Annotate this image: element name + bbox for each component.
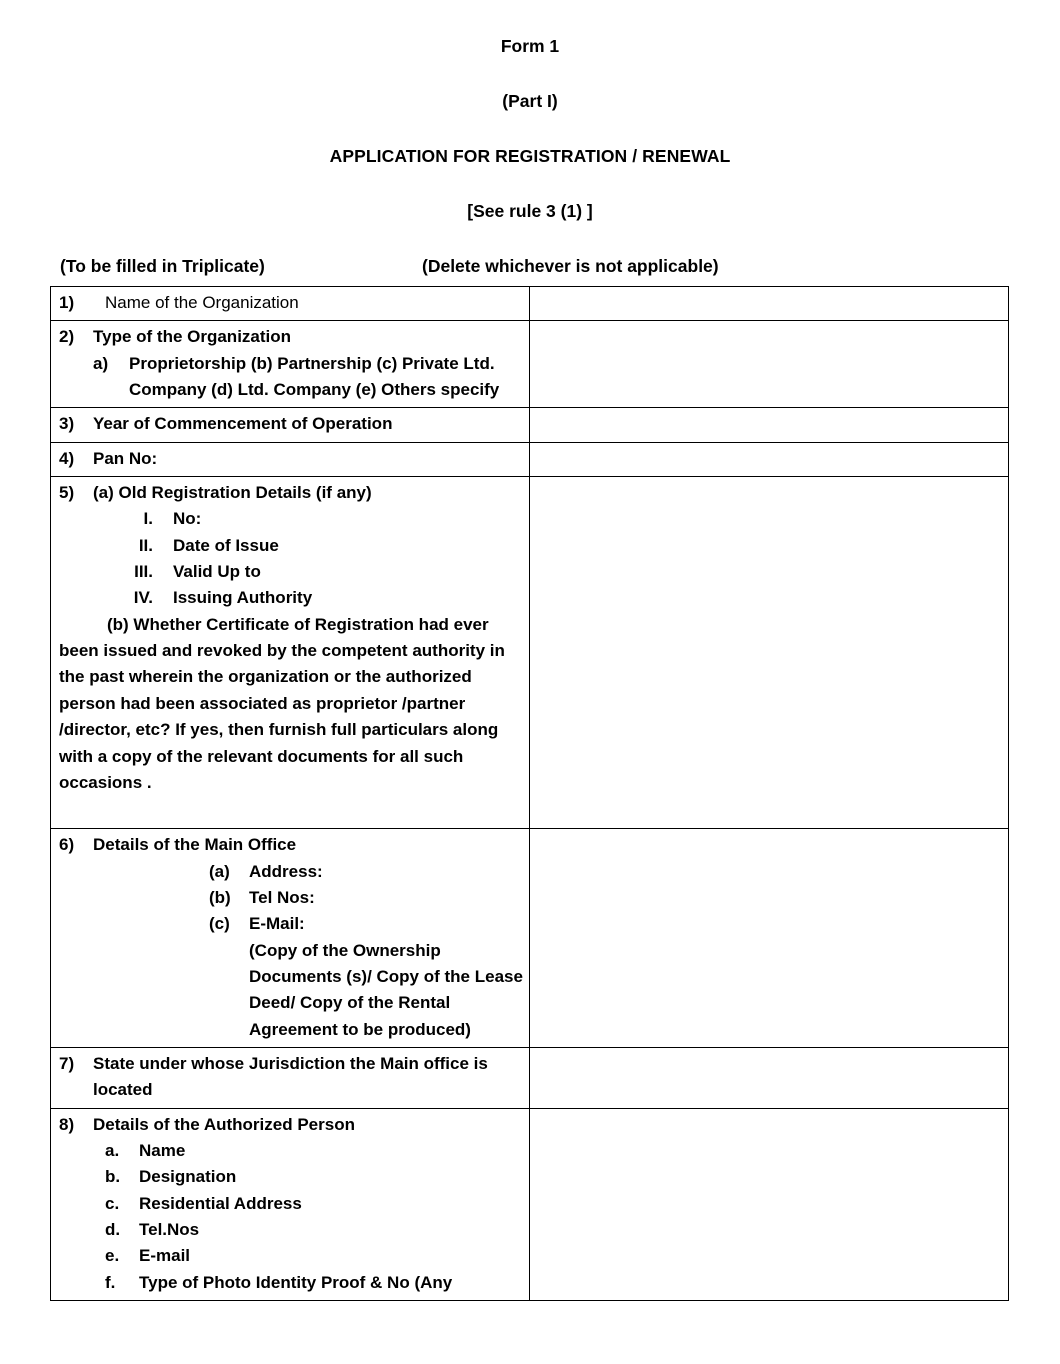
- sub-text: Tel.Nos: [139, 1220, 200, 1239]
- form-rule-reference: [See rule 3 (1) ]: [467, 201, 593, 221]
- sub-letter: c.: [105, 1193, 120, 1213]
- row-label-3: Year of Commencement of Operation: [93, 414, 393, 434]
- list-item: [117, 559, 523, 585]
- list-item: [209, 859, 523, 885]
- roman-numeral: I.: [143, 509, 153, 529]
- row-label-cell-7: [51, 1047, 530, 1108]
- sub-text: Tel Nos:: [249, 887, 315, 907]
- table-row: [51, 408, 1009, 442]
- row-label-5: (a) Old Registration Details (if any): [93, 483, 372, 503]
- row-value-2[interactable]: [530, 321, 1008, 328]
- sub-letter: a.: [105, 1140, 120, 1160]
- row-label-cell-6: [51, 829, 530, 1048]
- list-item: [117, 585, 523, 611]
- note-delete-inapplicable: (Delete whichever is not applicable): [422, 256, 719, 276]
- row-label-6: Details of the Main Office: [93, 835, 297, 855]
- roman-numeral: III.: [134, 562, 153, 582]
- row-6-document-note: (Copy of the Ownership Documents (s)/ Copy of the Lease Deed/ Copy of the Rental Agreement to be produced): [249, 940, 523, 1039]
- roman-text: Date of Issue: [173, 535, 279, 555]
- list-item: [105, 1243, 523, 1269]
- row-5-paragraph-b: (b) Whether Certificate of Registration had ever been issued and revoked by the competent authority in the past wherein the organization or the authorized person had been associated as proprietor /partner /director, etc? If yes, then furnish full particulars along with a copy of the relevant documents for all such occasions .: [59, 614, 505, 792]
- row-value-cell-4[interactable]: [530, 442, 1009, 476]
- row-value-6[interactable]: [530, 829, 1008, 836]
- row-5-trailing-space: [59, 796, 523, 824]
- row-number-7: 7): [59, 1053, 75, 1073]
- row-value-cell-1[interactable]: [530, 287, 1009, 321]
- sub-letter: (a): [209, 861, 230, 881]
- row-2-sub-text: Proprietorship (b) Partnership (c) Private Ltd. Company (d) Ltd. Company (e) Others specify: [129, 353, 500, 400]
- instruction-notes: [0, 256, 1060, 282]
- title-block: [0, 0, 1060, 222]
- form-title: Form 1: [500, 36, 560, 56]
- list-item: [105, 1164, 523, 1190]
- list-item: [117, 506, 523, 532]
- row-number-4: 4): [59, 448, 75, 468]
- row-value-cell-8[interactable]: [530, 1108, 1009, 1300]
- sub-text: E-mail: [139, 1246, 191, 1266]
- list-item: [209, 885, 523, 911]
- row-value-cell-5[interactable]: [530, 477, 1009, 829]
- table-row: [51, 1108, 1009, 1300]
- row-label-cell-8: [51, 1108, 530, 1300]
- row-label-cell-4: [51, 442, 530, 476]
- table-row: [51, 442, 1009, 476]
- note-triplicate: (To be filled in Triplicate): [60, 256, 265, 276]
- table-row: [51, 477, 1009, 829]
- row-5-roman-list: [117, 506, 523, 611]
- roman-numeral: II.: [138, 535, 153, 555]
- row-label-8: Details of the Authorized Person: [93, 1114, 355, 1134]
- row-number-2: 2): [59, 327, 75, 347]
- sub-text: Type of Photo Identity Proof & No (Any: [139, 1272, 453, 1292]
- sub-letter: b.: [105, 1167, 121, 1187]
- row-6-sub-list: [209, 859, 523, 938]
- row-value-8[interactable]: [530, 1109, 1008, 1116]
- row-label-1: Name of the Organization: [105, 293, 299, 312]
- list-item: [105, 1217, 523, 1243]
- row-8-sub-list: [105, 1138, 523, 1296]
- table-row: [51, 321, 1009, 408]
- list-item: [105, 1191, 523, 1217]
- sub-letter: e.: [105, 1246, 120, 1266]
- row-number-1: 1): [59, 293, 75, 312]
- row-value-cell-2[interactable]: [530, 321, 1009, 408]
- sub-letter: (c): [209, 914, 230, 934]
- sub-letter: d.: [105, 1220, 121, 1239]
- row-value-3[interactable]: [530, 408, 1008, 415]
- row-value-4[interactable]: [530, 443, 1008, 450]
- row-number-5: 5): [59, 483, 75, 503]
- row-value-cell-7[interactable]: [530, 1047, 1009, 1108]
- sub-text: Address:: [249, 861, 323, 881]
- row-label-cell-2: [51, 321, 530, 408]
- list-item: [117, 533, 523, 559]
- row-value-7[interactable]: [530, 1048, 1008, 1055]
- list-item: [209, 911, 523, 937]
- sub-text: Name: [139, 1140, 186, 1160]
- roman-text: Valid Up to: [173, 562, 261, 582]
- roman-text: Issuing Authority: [173, 588, 313, 608]
- sub-text: Residential Address: [139, 1193, 302, 1213]
- row-number-6: 6): [59, 835, 75, 855]
- form-subject: APPLICATION FOR REGISTRATION / RENEWAL: [329, 146, 731, 166]
- sub-letter: (b): [209, 887, 231, 907]
- row-value-1[interactable]: [530, 287, 1008, 294]
- row-number-3: 3): [59, 414, 75, 434]
- list-item: [105, 1138, 523, 1164]
- row-number-8: 8): [59, 1114, 75, 1134]
- table-row: [51, 287, 1009, 321]
- roman-numeral: IV.: [133, 588, 153, 608]
- row-2-sub-letter: a): [93, 353, 109, 373]
- table-row: [51, 1047, 1009, 1108]
- registration-form-table: [50, 286, 1009, 1301]
- row-value-5[interactable]: [530, 477, 1008, 484]
- row-value-cell-6[interactable]: [530, 829, 1009, 1048]
- list-item: [105, 1270, 523, 1296]
- row-label-cell-1: [51, 287, 530, 321]
- roman-text: No:: [173, 509, 202, 529]
- row-label-2: Type of the Organization: [93, 327, 292, 347]
- sub-letter: f.: [105, 1272, 116, 1292]
- row-label-4: Pan No:: [93, 448, 158, 468]
- row-label-7: State under whose Jurisdiction the Main office is located: [93, 1053, 488, 1100]
- row-value-cell-3[interactable]: [530, 408, 1009, 442]
- table-row: [51, 829, 1009, 1048]
- row-label-cell-5: [51, 477, 530, 829]
- form-part: (Part I): [502, 91, 558, 111]
- sub-text: Designation: [139, 1167, 237, 1187]
- sub-text: E-Mail:: [249, 914, 305, 934]
- row-label-cell-3: [51, 408, 530, 442]
